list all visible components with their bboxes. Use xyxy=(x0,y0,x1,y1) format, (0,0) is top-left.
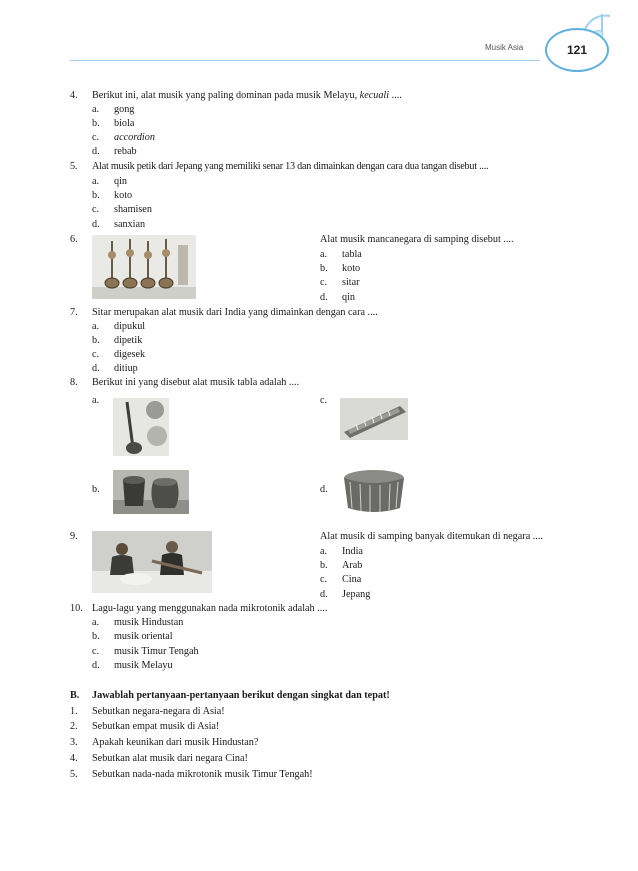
option-8d-image xyxy=(340,468,408,516)
option-8d-letter: d. xyxy=(320,484,328,495)
sitar-instruments-image xyxy=(92,235,196,299)
option-7a: a. dipukul xyxy=(92,321,146,332)
question-text-tail: .... xyxy=(389,90,402,101)
page-number: 121 xyxy=(545,28,609,72)
question-9-text: Alat musik di samping banyak ditemukan di negara .... xyxy=(320,531,543,542)
question-4 xyxy=(70,89,402,102)
section-b-heading xyxy=(70,689,390,702)
option-6b: b. koto xyxy=(320,263,361,274)
question-text: Sitar merupakan alat musik dari India yang dimainkan dengan cara .... xyxy=(92,307,378,318)
essay-item-2: 2. Sebutkan empat musik di Asia! xyxy=(70,721,220,732)
option-6c: c. sitar xyxy=(320,277,360,288)
essay-item-1: 1. Sebutkan negara-negara di Asia! xyxy=(70,706,225,717)
option-8c-letter: c. xyxy=(320,395,328,406)
question-10 xyxy=(70,602,328,615)
option-10d: d. musik Melayu xyxy=(92,660,173,671)
option-10a: a. musik Hindustan xyxy=(92,617,184,628)
question-number: 10. xyxy=(70,603,83,614)
option-5b: b. koto xyxy=(92,190,133,201)
question-6-text: Alat musik mancanegara di samping disebut .... xyxy=(320,234,514,245)
essay-item-4: 4. Sebutkan alat musik dari negara Cina! xyxy=(70,753,248,764)
question-6-number: 6. xyxy=(70,234,78,245)
option-8a-image xyxy=(113,398,169,456)
option-9b: b. Arab xyxy=(320,560,363,571)
option-7c: c. digesek xyxy=(92,349,146,360)
question-9-number: 9. xyxy=(70,531,78,542)
option-10c: c. musik Timur Tengah xyxy=(92,646,199,657)
section-letter: B. xyxy=(70,690,80,701)
question-8 xyxy=(70,376,300,389)
question-number: 7. xyxy=(70,307,78,318)
question-text-italic: kecuali xyxy=(359,90,390,101)
option-5c: c. shamisen xyxy=(92,204,152,215)
option-4d: d. rebab xyxy=(92,146,137,157)
question-number: 4. xyxy=(70,90,78,101)
question-text: Berikut ini yang disebut alat musik tabla adalah .... xyxy=(92,377,300,388)
option-9c: c. Cina xyxy=(320,574,362,585)
option-5a: a. qin xyxy=(92,176,128,187)
option-8b-image xyxy=(113,470,189,514)
question-number: 8. xyxy=(70,377,78,388)
musicians-performing-image xyxy=(92,531,212,593)
option-7d: d. ditiup xyxy=(92,363,138,374)
option-6d: d. qin xyxy=(320,292,356,303)
essay-item-3: 3. Apakah keunikan dari musik Hindustan? xyxy=(70,737,259,748)
running-header: Musik Asia xyxy=(485,43,524,52)
question-text: Berikut ini, alat musik yang paling dominan pada musik Melayu, xyxy=(92,90,358,101)
option-8c-image xyxy=(340,398,408,440)
question-text: Lagu-lagu yang menggunakan nada mikrotonik adalah .... xyxy=(92,603,328,614)
question-number: 5. xyxy=(70,161,78,172)
question-text: Alat musik petik dari Jepang yang memiliki senar 13 dan dimainkan dengan cara dua tangan disebut .... xyxy=(92,161,489,172)
option-4c: c. accordion xyxy=(92,132,155,143)
option-8a-letter: a. xyxy=(92,395,100,406)
option-4b: b. biola xyxy=(92,118,135,129)
option-7b: b. dipetik xyxy=(92,335,143,346)
header-rule xyxy=(70,60,540,61)
question-7 xyxy=(70,306,378,319)
option-4a: a. gong xyxy=(92,104,135,115)
option-6a: a. tabla xyxy=(320,249,362,260)
option-9d: d. Jepang xyxy=(320,589,371,600)
essay-item-5: 5. Sebutkan nada-nada mikrotonik musik Timur Tengah! xyxy=(70,769,313,780)
option-8b-letter: b. xyxy=(92,484,100,495)
question-5 xyxy=(70,160,489,173)
option-9a: a. India xyxy=(320,546,363,557)
option-5d: d. sanxian xyxy=(92,219,146,230)
option-10b: b. musik oriental xyxy=(92,631,173,642)
section-title: Jawablah pertanyaan-pertanyaan berikut dengan singkat dan tepat! xyxy=(92,690,390,701)
